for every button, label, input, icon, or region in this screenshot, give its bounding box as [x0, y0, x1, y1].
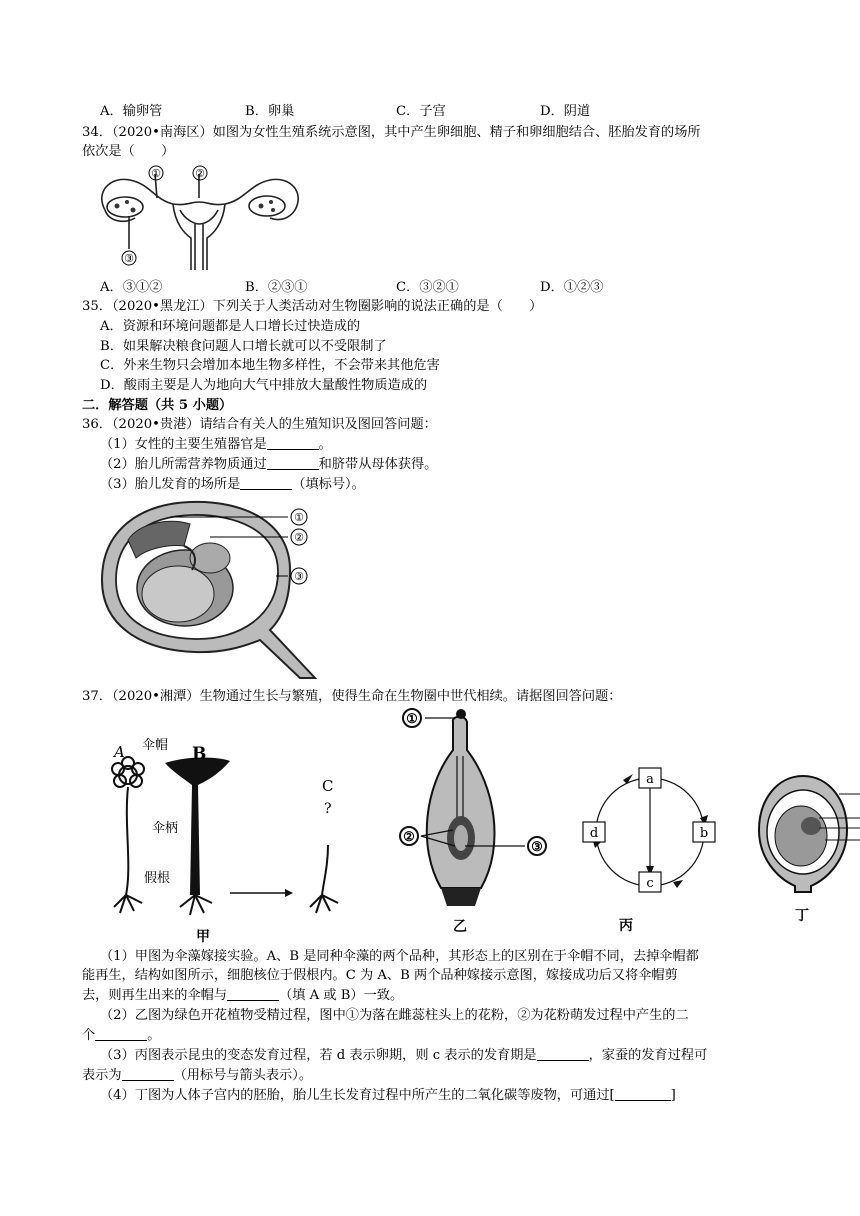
q34-option-b: B．②③①: [245, 280, 308, 295]
answer-blank[interactable]: [537, 1048, 589, 1061]
q33-option-d: D．阴道: [540, 104, 591, 119]
q34-label-3: ③: [124, 252, 134, 265]
jia-label-q: ?: [324, 801, 332, 817]
female-reproductive-figure: [95, 162, 305, 277]
q37-part2-line1: （2）乙图为绿色开花植物受精过程，图中①为落在雌蕊柱头上的花粉，②为花粉萌发过程中产生的二: [100, 1008, 689, 1023]
jia-label-c: C: [322, 777, 334, 795]
jia-label-root: 假根: [144, 871, 171, 886]
q35-option-c: C．外来生物只会增加本地生物多样性，不会带来其他危害: [100, 358, 440, 373]
bing-box-a: a: [646, 772, 654, 787]
q35-stem: 35．（2020•黑龙江）下列关于人类活动对生物圈影响的说法正确的是（ ）: [82, 299, 543, 314]
q36-label-1: ①: [294, 511, 304, 524]
q35-option-d: D．酸雨主要是人为地向大气中排放大量酸性物质造成的: [100, 378, 428, 393]
q34-label-1: ①: [151, 167, 161, 180]
bing-box-c: c: [646, 876, 654, 891]
answer-blank[interactable]: [122, 1068, 174, 1081]
q36-part2: （2）胎儿所需营养物质通过 和脐带从母体获得。: [100, 457, 438, 472]
q34-option-a: A．③①②: [100, 280, 163, 295]
q33-option-b: B．卵巢: [245, 104, 295, 119]
bing-title: 丙: [619, 918, 633, 934]
section-title: 二．解答题（共 5 小题）: [82, 398, 233, 413]
answer-blank[interactable]: [267, 437, 319, 450]
q37-stem: 37．（2020•湘潭）生物通过生长与繁殖，使得生命在生物圈中世代相续。请据图回答问题：: [82, 689, 622, 704]
q34-stem-line2: 依次是（ ）: [82, 144, 175, 159]
q37-part3-line1: （3）丙图表示昆虫的变态发育过程，若 d 表示卵期，则 c 表示的发育期是 ，家蚕的发育过程可: [100, 1048, 708, 1063]
q34-stem-line1: 34．（2020•南海区）如图为女性生殖系统示意图，其中产生卵细胞、精子和卵细胞结合、胚胎发育的场所: [82, 125, 701, 140]
q37-part1-line2: 能再生，结构如图所示，细胞核位于假根内。C 为 A、B 两个品种嫁接示意图，嫁接成功后又将伞帽剪: [82, 968, 678, 983]
q34-label-2: ②: [195, 167, 205, 180]
q34-option-d: D．①②③: [540, 280, 604, 295]
q37-part1-line3: 去，则再生出来的伞帽与 （填 A 或 B）一致。: [82, 988, 404, 1003]
jia-label-cap: 伞帽: [142, 738, 169, 753]
answer-blank[interactable]: [267, 457, 319, 470]
figure-jia-acetabularia: [100, 735, 360, 945]
q34-option-c: C．③②①: [396, 280, 459, 295]
jia-title: 甲: [196, 929, 210, 945]
q37-part1-line1: （1）甲图为伞藻嫁接实验。A、B 是同种伞藻的两个品种，其形态上的区别在于伞帽不同，去掉伞帽都: [100, 949, 699, 964]
q33-option-c: C．子宫: [396, 104, 446, 119]
q37-part3-line2: 表示为 （用标号与箭头表示）。: [82, 1068, 313, 1083]
yi-label-2: ②: [403, 830, 415, 845]
figure-yi-fertilization: [395, 706, 555, 941]
jia-label-stalk: 伞柄: [152, 821, 179, 836]
q36-part3: （3）胎儿发育的场所是 （填标号）。: [100, 477, 365, 492]
q35-option-a: A．资源和环境问题都是人口增长过快造成的: [100, 319, 361, 334]
ding-title: 丁: [795, 908, 809, 924]
figure-ding-embryo: [755, 770, 860, 930]
yi-label-1: ①: [406, 712, 418, 727]
q36-label-2: ②: [294, 531, 304, 544]
answer-blank[interactable]: [227, 988, 279, 1001]
q37-part2-line2: 个 。: [82, 1028, 161, 1043]
figure-bing-metamorphosis: [575, 760, 725, 940]
q36-part1: （1）女性的主要生殖器官是 。: [100, 437, 332, 452]
q36-stem: 36．（2020•贵港）请结合有关人的生殖知识及图回答问题：: [82, 417, 437, 432]
uterus-fetus-figure: [100, 500, 315, 680]
bing-box-d: d: [589, 826, 599, 841]
yi-title: 乙: [453, 919, 467, 935]
jia-label-a: A: [114, 743, 125, 761]
q37-part4: （4）丁图为人体子宫内的胚胎，胎儿生长发育过程中所产生的二氧化碳等废物，可通过[ ]: [100, 1088, 676, 1103]
q35-option-b: B．如果解决粮食问题人口增长就可以不受限制了: [100, 339, 387, 354]
answer-blank[interactable]: [95, 1028, 147, 1041]
bing-box-b: b: [699, 826, 709, 841]
q33-option-a: A．输卵管: [100, 104, 163, 119]
answer-blank[interactable]: [240, 477, 292, 490]
q36-label-3: ③: [294, 570, 304, 583]
yi-label-3: ③: [531, 840, 543, 855]
jia-label-b: B: [192, 744, 207, 764]
answer-blank[interactable]: [615, 1088, 671, 1101]
